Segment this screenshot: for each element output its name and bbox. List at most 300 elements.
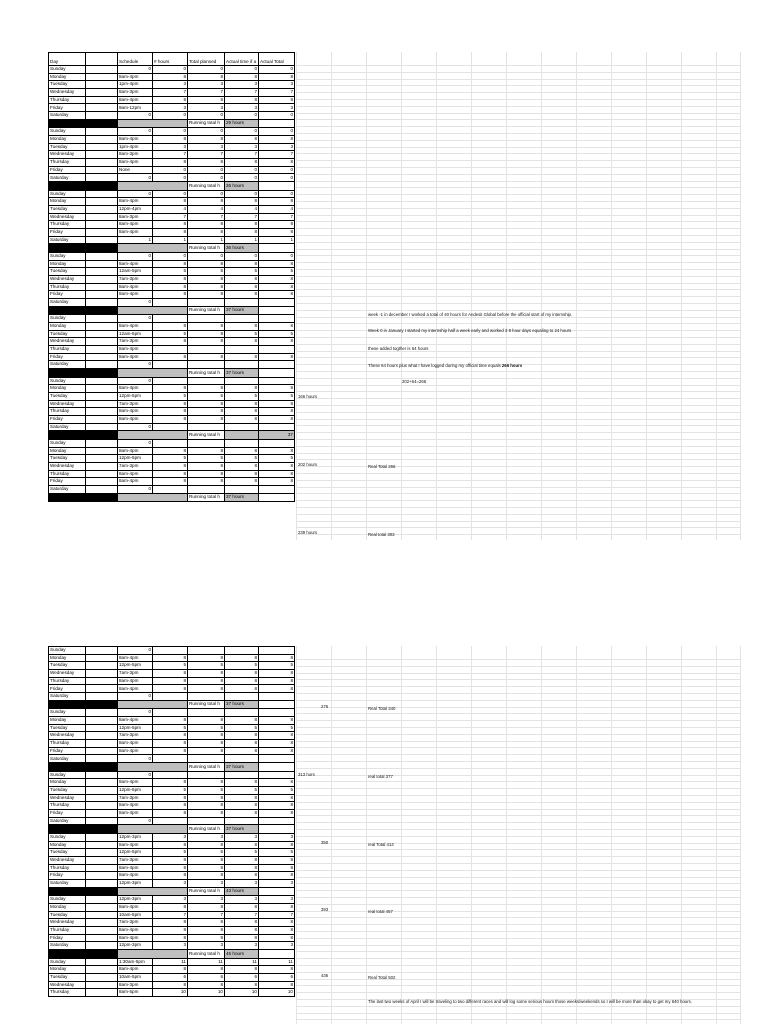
- planned-cell[interactable]: 8: [188, 872, 225, 880]
- blank-cell[interactable]: [86, 794, 118, 802]
- day-cell[interactable]: Wednesday: [49, 276, 86, 284]
- running-total-label[interactable]: Running total h: [188, 700, 225, 709]
- planned-cell[interactable]: 7: [188, 151, 225, 159]
- day-cell[interactable]: Sunday: [49, 377, 86, 385]
- day-cell[interactable]: Thursday: [49, 221, 86, 229]
- actual-total-cell[interactable]: 8: [259, 919, 295, 927]
- planned-cell[interactable]: 8: [188, 400, 225, 408]
- schedule-cell[interactable]: 8am-4pm: [118, 717, 153, 725]
- actual-total-cell[interactable]: 4: [259, 206, 295, 214]
- day-cell[interactable]: Tuesday: [49, 911, 86, 919]
- actual-time-cell[interactable]: 7: [225, 151, 259, 159]
- blank-cell[interactable]: [86, 670, 118, 678]
- hours-cell[interactable]: 8: [153, 685, 188, 693]
- hours-cell[interactable]: 8: [153, 740, 188, 748]
- planned-cell[interactable]: 8: [188, 927, 225, 935]
- planned-cell[interactable]: 8: [188, 717, 225, 725]
- blank-cell[interactable]: [86, 416, 118, 424]
- day-cell[interactable]: Thursday: [49, 408, 86, 416]
- running-total-extra[interactable]: [259, 493, 295, 502]
- schedule-cell[interactable]: 7am-3pm: [118, 919, 153, 927]
- day-cell[interactable]: Wednesday: [49, 981, 86, 989]
- side-total[interactable]: 436: [321, 973, 329, 978]
- planned-cell[interactable]: 8: [188, 864, 225, 872]
- blank-cell[interactable]: [86, 346, 118, 354]
- hours-cell[interactable]: 8: [153, 966, 188, 974]
- day-cell[interactable]: Saturday: [49, 112, 86, 120]
- running-total-label[interactable]: Running total h: [188, 369, 225, 378]
- blank-cell[interactable]: [86, 268, 118, 276]
- actual-total-cell[interactable]: 8: [259, 221, 295, 229]
- day-cell[interactable]: Tuesday: [49, 455, 86, 463]
- planned-cell[interactable]: 3: [188, 942, 225, 950]
- running-total-label[interactable]: Running total h: [188, 182, 225, 191]
- actual-time-cell[interactable]: 5: [225, 330, 259, 338]
- blank-cell[interactable]: [86, 771, 118, 779]
- hours-cell[interactable]: 5: [153, 455, 188, 463]
- schedule-cell[interactable]: 8am-4pm: [118, 322, 153, 330]
- planned-cell[interactable]: 3: [188, 81, 225, 89]
- blank-cell[interactable]: [86, 857, 118, 865]
- actual-total-cell[interactable]: 8: [259, 283, 295, 291]
- schedule-cell[interactable]: 8am-4pm: [118, 416, 153, 424]
- actual-time-cell[interactable]: 8: [225, 903, 259, 911]
- side-total[interactable]: 276: [321, 704, 329, 709]
- running-total-extra[interactable]: [259, 950, 295, 959]
- schedule-cell[interactable]: 7am-3pm: [118, 338, 153, 346]
- schedule-cell[interactable]: 8am-4pm: [118, 229, 153, 237]
- actual-total-cell[interactable]: 8: [259, 779, 295, 787]
- actual-time-cell[interactable]: 8: [225, 732, 259, 740]
- schedule-cell[interactable]: 8am-4pm: [118, 747, 153, 755]
- schedule-cell[interactable]: 8am-4pm: [118, 677, 153, 685]
- note-real-total[interactable]: real total 457: [368, 909, 393, 914]
- planned-cell[interactable]: 3: [188, 833, 225, 841]
- blank-cell[interactable]: [86, 190, 118, 198]
- planned-cell[interactable]: 11: [188, 958, 225, 966]
- blank-cell[interactable]: [86, 677, 118, 685]
- actual-time-cell[interactable]: 8: [225, 136, 259, 144]
- blank-cell[interactable]: [86, 872, 118, 880]
- day-cell[interactable]: Sunday: [49, 252, 86, 260]
- actual-total-cell[interactable]: [259, 693, 295, 701]
- planned-cell[interactable]: [188, 647, 225, 655]
- blank-cell[interactable]: [86, 96, 118, 104]
- actual-time-cell[interactable]: 8: [225, 740, 259, 748]
- planned-cell[interactable]: [188, 771, 225, 779]
- header-planned[interactable]: Total planned: [188, 53, 225, 66]
- planned-cell[interactable]: 5: [188, 849, 225, 857]
- running-total-label[interactable]: Running total h: [188, 763, 225, 772]
- day-cell[interactable]: Monday: [49, 841, 86, 849]
- day-cell[interactable]: Thursday: [49, 864, 86, 872]
- hours-cell[interactable]: 8: [153, 677, 188, 685]
- actual-total-cell[interactable]: [259, 423, 295, 431]
- planned-cell[interactable]: 0: [188, 252, 225, 260]
- actual-total-cell[interactable]: [259, 377, 295, 385]
- day-cell[interactable]: Saturday: [49, 174, 86, 182]
- schedule-cell[interactable]: 12pm-3pm: [118, 896, 153, 904]
- day-cell[interactable]: Thursday: [49, 740, 86, 748]
- planned-cell[interactable]: [188, 709, 225, 717]
- running-total-value[interactable]: 37 hours: [225, 825, 259, 834]
- schedule-cell[interactable]: 0: [118, 647, 153, 655]
- actual-time-cell[interactable]: 8: [225, 408, 259, 416]
- day-cell[interactable]: Tuesday: [49, 662, 86, 670]
- day-cell[interactable]: Friday: [49, 166, 86, 174]
- actual-total-cell[interactable]: 8: [259, 802, 295, 810]
- day-cell[interactable]: Saturday: [49, 236, 86, 244]
- hours-cell[interactable]: 8: [153, 229, 188, 237]
- actual-total-cell[interactable]: 8: [259, 966, 295, 974]
- actual-time-cell[interactable]: 8: [225, 919, 259, 927]
- schedule-cell[interactable]: 12pm-4pm: [118, 206, 153, 214]
- planned-cell[interactable]: 8: [188, 73, 225, 81]
- actual-time-cell[interactable]: 8: [225, 400, 259, 408]
- running-total-extra[interactable]: [259, 825, 295, 834]
- day-cell[interactable]: Monday: [49, 717, 86, 725]
- actual-total-cell[interactable]: 8: [259, 136, 295, 144]
- hours-cell[interactable]: 8: [153, 810, 188, 818]
- actual-total-cell[interactable]: 8: [259, 864, 295, 872]
- schedule-cell[interactable]: 0: [118, 771, 153, 779]
- planned-cell[interactable]: 3: [188, 143, 225, 151]
- day-cell[interactable]: Sunday: [49, 958, 86, 966]
- blank-cell[interactable]: [86, 662, 118, 670]
- blank-cell[interactable]: [86, 104, 118, 112]
- schedule-cell[interactable]: 8am-4pm: [118, 198, 153, 206]
- schedule-cell[interactable]: 7am-3pm: [118, 732, 153, 740]
- day-cell[interactable]: Wednesday: [49, 338, 86, 346]
- planned-cell[interactable]: 8: [188, 330, 225, 338]
- schedule-cell[interactable]: 12pm-5pm: [118, 455, 153, 463]
- actual-time-cell[interactable]: 10: [225, 989, 259, 997]
- day-cell[interactable]: Saturday: [49, 942, 86, 950]
- actual-total-cell[interactable]: [259, 361, 295, 369]
- blank-cell[interactable]: [86, 81, 118, 89]
- day-cell[interactable]: Sunday: [49, 709, 86, 717]
- day-cell[interactable]: Sunday: [49, 190, 86, 198]
- day-cell[interactable]: Wednesday: [49, 794, 86, 802]
- day-cell[interactable]: Friday: [49, 416, 86, 424]
- running-total-value[interactable]: 29 hours: [225, 119, 259, 128]
- schedule-cell[interactable]: 8am-4pm: [118, 408, 153, 416]
- blank-cell[interactable]: [86, 787, 118, 795]
- actual-total-cell[interactable]: 0: [259, 66, 295, 74]
- hours-cell[interactable]: 10: [153, 989, 188, 997]
- hours-cell[interactable]: 8: [153, 927, 188, 935]
- hours-cell[interactable]: 8: [153, 416, 188, 424]
- planned-cell[interactable]: 1: [188, 236, 225, 244]
- actual-time-cell[interactable]: 0: [225, 66, 259, 74]
- hours-cell[interactable]: [153, 346, 188, 354]
- schedule-cell[interactable]: 7am-3pm: [118, 462, 153, 470]
- schedule-cell[interactable]: 8am-4pm: [118, 685, 153, 693]
- running-total-value[interactable]: 37 hours: [225, 493, 259, 502]
- actual-time-cell[interactable]: 8: [225, 291, 259, 299]
- schedule-cell[interactable]: 8am-4pm: [118, 260, 153, 268]
- actual-time-cell[interactable]: [225, 377, 259, 385]
- actual-total-cell[interactable]: 0: [259, 174, 295, 182]
- planned-cell[interactable]: 0: [188, 166, 225, 174]
- hours-cell[interactable]: 8: [153, 198, 188, 206]
- actual-total-cell[interactable]: 8: [259, 670, 295, 678]
- blank-cell[interactable]: [86, 260, 118, 268]
- actual-time-cell[interactable]: 5: [225, 849, 259, 857]
- day-cell[interactable]: Thursday: [49, 677, 86, 685]
- blank-cell[interactable]: [86, 981, 118, 989]
- side-total[interactable]: 202 hours: [298, 462, 318, 467]
- actual-time-cell[interactable]: 8: [225, 810, 259, 818]
- blank-cell[interactable]: [86, 942, 118, 950]
- actual-time-cell[interactable]: 8: [225, 96, 259, 104]
- actual-time-cell[interactable]: 5: [225, 724, 259, 732]
- actual-total-cell[interactable]: 5: [259, 662, 295, 670]
- schedule-cell[interactable]: 1pm-4pm: [118, 143, 153, 151]
- blank-cell[interactable]: [86, 330, 118, 338]
- day-cell[interactable]: Monday: [49, 447, 86, 455]
- planned-cell[interactable]: 8: [188, 338, 225, 346]
- planned-cell[interactable]: 8: [188, 416, 225, 424]
- note-week-minus-one[interactable]: week -1 in december I worked a total of 40 hours for Andesit Global before the official start of my internship.: [368, 312, 573, 317]
- day-cell[interactable]: Friday: [49, 353, 86, 361]
- blank-cell[interactable]: [86, 717, 118, 725]
- hours-cell[interactable]: 3: [153, 880, 188, 888]
- schedule-cell[interactable]: 0: [118, 190, 153, 198]
- running-total-extra[interactable]: [259, 700, 295, 709]
- schedule-cell[interactable]: 1pm-4pm: [118, 81, 153, 89]
- schedule-cell[interactable]: 8am-4pm: [118, 864, 153, 872]
- actual-time-cell[interactable]: 8: [225, 685, 259, 693]
- day-cell[interactable]: Saturday: [49, 299, 86, 307]
- day-cell[interactable]: Monday: [49, 903, 86, 911]
- header-blank[interactable]: [86, 53, 118, 66]
- blank-cell[interactable]: [86, 802, 118, 810]
- schedule-cell[interactable]: 0: [118, 128, 153, 136]
- schedule-cell[interactable]: 12pm-5pm: [118, 662, 153, 670]
- planned-cell[interactable]: 0: [188, 128, 225, 136]
- schedule-cell[interactable]: 8am-5pm: [118, 989, 153, 997]
- actual-time-cell[interactable]: 8: [225, 338, 259, 346]
- actual-time-cell[interactable]: 8: [225, 462, 259, 470]
- planned-cell[interactable]: 6: [188, 973, 225, 981]
- blank-cell[interactable]: [86, 166, 118, 174]
- blank-cell[interactable]: [86, 361, 118, 369]
- day-cell[interactable]: Thursday: [49, 470, 86, 478]
- actual-time-cell[interactable]: 8: [225, 229, 259, 237]
- day-cell[interactable]: Wednesday: [49, 89, 86, 97]
- actual-time-cell[interactable]: [225, 486, 259, 494]
- schedule-cell[interactable]: 8am-3pm: [118, 89, 153, 97]
- planned-cell[interactable]: 7: [188, 89, 225, 97]
- actual-total-cell[interactable]: 8: [259, 927, 295, 935]
- actual-total-cell[interactable]: 8: [259, 400, 295, 408]
- hours-cell[interactable]: 0: [153, 166, 188, 174]
- header-hours[interactable]: # hours: [153, 53, 188, 66]
- planned-cell[interactable]: 8: [188, 221, 225, 229]
- hours-cell[interactable]: 8: [153, 478, 188, 486]
- schedule-cell[interactable]: 0: [118, 439, 153, 447]
- blank-cell[interactable]: [86, 740, 118, 748]
- actual-time-cell[interactable]: 0: [225, 166, 259, 174]
- blank-cell[interactable]: [86, 143, 118, 151]
- schedule-cell[interactable]: 8am-4pm: [118, 654, 153, 662]
- note-added-together[interactable]: these added togther is 64 hours: [368, 346, 429, 351]
- actual-total-cell[interactable]: 8: [259, 96, 295, 104]
- hours-cell[interactable]: 5: [153, 392, 188, 400]
- day-cell[interactable]: Friday: [49, 229, 86, 237]
- actual-time-cell[interactable]: 8: [225, 872, 259, 880]
- hours-cell[interactable]: 8: [153, 732, 188, 740]
- hours-cell[interactable]: 1: [153, 236, 188, 244]
- planned-cell[interactable]: 8: [188, 794, 225, 802]
- running-total-extra[interactable]: [259, 119, 295, 128]
- day-cell[interactable]: Tuesday: [49, 392, 86, 400]
- actual-time-cell[interactable]: 5: [225, 662, 259, 670]
- header-actual-time[interactable]: Actual time if a: [225, 53, 259, 66]
- actual-time-cell[interactable]: [225, 693, 259, 701]
- blank-cell[interactable]: [86, 647, 118, 655]
- actual-total-cell[interactable]: 8: [259, 794, 295, 802]
- hours-cell[interactable]: 8: [153, 400, 188, 408]
- blank-cell[interactable]: [86, 89, 118, 97]
- actual-total-cell[interactable]: 8: [259, 981, 295, 989]
- schedule-cell[interactable]: 7am-3pm: [118, 857, 153, 865]
- planned-cell[interactable]: [188, 361, 225, 369]
- planned-cell[interactable]: 4: [188, 206, 225, 214]
- schedule-cell[interactable]: 0: [118, 299, 153, 307]
- blank-cell[interactable]: [86, 880, 118, 888]
- blank-cell[interactable]: [86, 276, 118, 284]
- actual-time-cell[interactable]: [225, 709, 259, 717]
- planned-cell[interactable]: 3: [188, 104, 225, 112]
- actual-time-cell[interactable]: [225, 647, 259, 655]
- running-total-label[interactable]: Running total h: [188, 119, 225, 128]
- hours-cell[interactable]: 8: [153, 802, 188, 810]
- actual-total-cell[interactable]: 8: [259, 408, 295, 416]
- actual-time-cell[interactable]: 8: [225, 447, 259, 455]
- blank-cell[interactable]: [86, 817, 118, 825]
- planned-cell[interactable]: 8: [188, 747, 225, 755]
- actual-total-cell[interactable]: 11: [259, 958, 295, 966]
- actual-total-cell[interactable]: [259, 771, 295, 779]
- hours-cell[interactable]: 5: [153, 330, 188, 338]
- actual-time-cell[interactable]: 8: [225, 654, 259, 662]
- actual-time-cell[interactable]: 0: [225, 252, 259, 260]
- blank-cell[interactable]: [86, 385, 118, 393]
- actual-time-cell[interactable]: 7: [225, 911, 259, 919]
- planned-cell[interactable]: 8: [188, 229, 225, 237]
- schedule-cell[interactable]: 0: [118, 315, 153, 323]
- day-cell[interactable]: Thursday: [49, 927, 86, 935]
- actual-total-cell[interactable]: 7: [259, 911, 295, 919]
- blank-cell[interactable]: [86, 174, 118, 182]
- hours-cell[interactable]: 3: [153, 143, 188, 151]
- hours-cell[interactable]: [153, 693, 188, 701]
- actual-time-cell[interactable]: [225, 315, 259, 323]
- hours-cell[interactable]: 7: [153, 151, 188, 159]
- blank-cell[interactable]: [86, 709, 118, 717]
- planned-cell[interactable]: [188, 299, 225, 307]
- blank-cell[interactable]: [86, 236, 118, 244]
- actual-total-cell[interactable]: 8: [259, 747, 295, 755]
- blank-cell[interactable]: [86, 779, 118, 787]
- running-total-label[interactable]: Running total h: [188, 306, 225, 315]
- day-cell[interactable]: Wednesday: [49, 462, 86, 470]
- blank-cell[interactable]: [86, 439, 118, 447]
- actual-total-cell[interactable]: 5: [259, 392, 295, 400]
- blank-cell[interactable]: [86, 849, 118, 857]
- running-total-extra[interactable]: [259, 182, 295, 191]
- schedule-cell[interactable]: 8am-3pm: [118, 981, 153, 989]
- schedule-cell[interactable]: 8am-4pm: [118, 740, 153, 748]
- schedule-cell[interactable]: 10am-5pm: [118, 973, 153, 981]
- schedule-cell[interactable]: 1: [118, 236, 153, 244]
- day-cell[interactable]: Monday: [49, 654, 86, 662]
- actual-time-cell[interactable]: 8: [225, 470, 259, 478]
- side-total[interactable]: 166 hours: [298, 394, 318, 399]
- day-cell[interactable]: Sunday: [49, 647, 86, 655]
- hours-cell[interactable]: 5: [153, 662, 188, 670]
- actual-total-cell[interactable]: [259, 817, 295, 825]
- schedule-cell[interactable]: 8am-4pm: [118, 934, 153, 942]
- day-cell[interactable]: Sunday: [49, 896, 86, 904]
- planned-cell[interactable]: 8: [188, 136, 225, 144]
- planned-cell[interactable]: 5: [188, 787, 225, 795]
- schedule-cell[interactable]: 7am-3pm: [118, 670, 153, 678]
- blank-cell[interactable]: [86, 283, 118, 291]
- day-cell[interactable]: Wednesday: [49, 213, 86, 221]
- actual-total-cell[interactable]: 8: [259, 198, 295, 206]
- actual-total-cell[interactable]: 3: [259, 143, 295, 151]
- actual-time-cell[interactable]: 8: [225, 276, 259, 284]
- actual-total-cell[interactable]: [259, 315, 295, 323]
- hours-cell[interactable]: 0: [153, 190, 188, 198]
- actual-total-cell[interactable]: 10: [259, 989, 295, 997]
- day-cell[interactable]: Thursday: [49, 346, 86, 354]
- blank-cell[interactable]: [86, 755, 118, 763]
- blank-cell[interactable]: [86, 486, 118, 494]
- actual-total-cell[interactable]: 7: [259, 151, 295, 159]
- actual-total-cell[interactable]: 8: [259, 717, 295, 725]
- day-cell[interactable]: Sunday: [49, 771, 86, 779]
- running-total-extra[interactable]: [259, 244, 295, 253]
- actual-total-cell[interactable]: 1: [259, 236, 295, 244]
- blank-cell[interactable]: [86, 400, 118, 408]
- hours-cell[interactable]: 3: [153, 81, 188, 89]
- actual-total-cell[interactable]: 8: [259, 159, 295, 167]
- actual-time-cell[interactable]: [225, 423, 259, 431]
- blank-cell[interactable]: [86, 693, 118, 701]
- day-cell[interactable]: Monday: [49, 385, 86, 393]
- day-cell[interactable]: Sunday: [49, 439, 86, 447]
- schedule-cell[interactable]: 7am-3pm: [118, 276, 153, 284]
- blank-cell[interactable]: [86, 315, 118, 323]
- actual-total-cell[interactable]: 8: [259, 353, 295, 361]
- hours-cell[interactable]: 8: [153, 654, 188, 662]
- actual-total-cell[interactable]: 5: [259, 268, 295, 276]
- note-real-total[interactable]: Real Total 266: [368, 464, 396, 469]
- day-cell[interactable]: Friday: [49, 478, 86, 486]
- schedule-cell[interactable]: 8am-4pm: [118, 159, 153, 167]
- schedule-cell[interactable]: 12pm-5pm: [118, 392, 153, 400]
- hours-cell[interactable]: [153, 771, 188, 779]
- schedule-cell[interactable]: 0: [118, 755, 153, 763]
- schedule-cell[interactable]: 8am-4pm: [118, 470, 153, 478]
- actual-total-cell[interactable]: 8: [259, 934, 295, 942]
- planned-cell[interactable]: 8: [188, 779, 225, 787]
- note-real-total[interactable]: Real Total 340: [368, 706, 396, 711]
